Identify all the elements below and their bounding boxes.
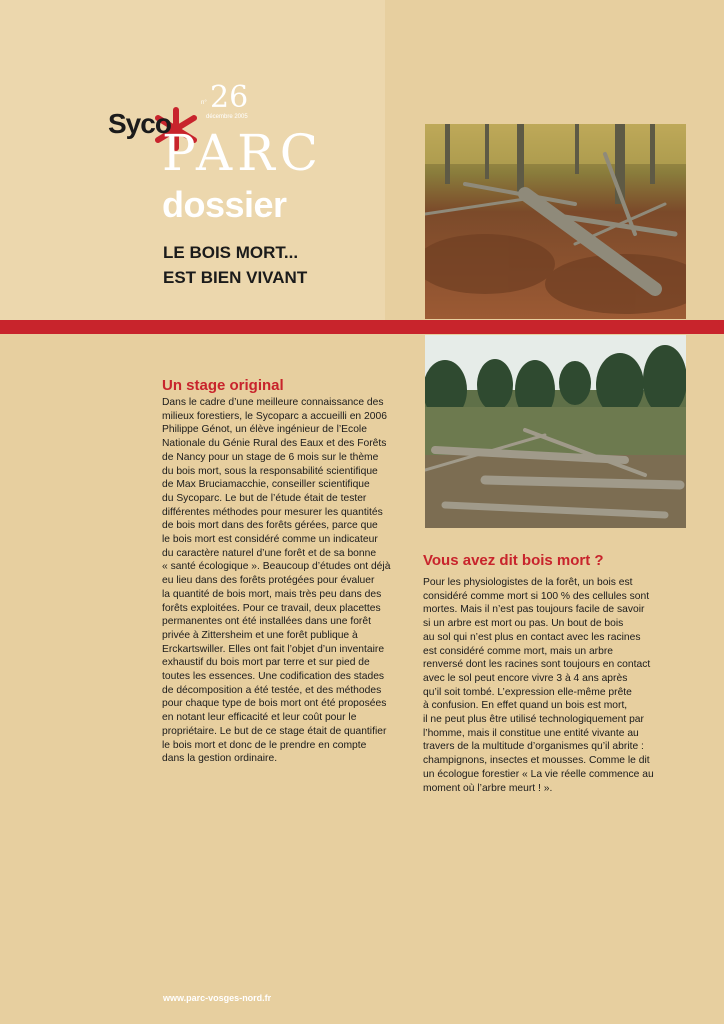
- body-line: Philippe Génot, un élève ingénieur de l’Ecole: [162, 424, 367, 436]
- section-label: dossier: [162, 184, 287, 225]
- body-line: Nationale du Génie Rural des Eaux et des Forêts: [162, 438, 387, 450]
- body-line: du caractère naturel d’une forêt et de sa bonne: [162, 547, 377, 559]
- body-line: renversé dont les racines sont toujours en contact: [423, 659, 651, 671]
- body-line: exhaustif du bois mort par terre et sur pied de: [162, 657, 370, 669]
- body-line: la quantité de bois mort, mais très peu dans des: [162, 588, 382, 600]
- body-line: du bois mort, sous la responsabilité scientifique: [162, 465, 378, 477]
- issue-prefix: n°: [201, 100, 207, 106]
- footer-website-link[interactable]: www.parc-vosges-nord.fr: [163, 993, 272, 1003]
- body-line: milieux forestiers, le Sycoparc a accueilli en 2006: [162, 410, 387, 422]
- red-divider-band: [0, 320, 724, 334]
- section2-heading: Vous avez dit bois mort ?: [423, 552, 604, 569]
- body-line: est considéré comme mort, mais un arbre: [423, 645, 613, 657]
- body-line: Erckartswiller. Elles ont fait l’objet d’un inventaire: [162, 643, 385, 655]
- body-line: du Sycoparc. Le but de l’étude était de tester: [162, 492, 367, 504]
- title-line-2: EST BIEN VIVANT: [163, 268, 308, 287]
- body-line: de bois mort dans des forêts gérées, parce que: [162, 520, 378, 532]
- body-line: le bois mort et donc de le prendre en compte: [162, 739, 367, 751]
- body-line: il ne peut plus être utilisé technologiquement par: [423, 714, 644, 726]
- body-line: propriétaire. Le but de ce stage était de quantifier: [162, 725, 387, 737]
- body-line: travers de la multitude d’organismes qu’il abrite :: [423, 741, 644, 753]
- body-line: le bois mort est considéré comme un indicateur: [162, 534, 378, 546]
- body-line: de décomposition a été testée, et des méthodes: [162, 684, 382, 696]
- section2-body: [423, 576, 654, 795]
- body-line: avec le sol peut encore vivre 3 à 4 ans après: [423, 672, 628, 684]
- body-line: eu lieu dans des forêts protégées pour évaluer: [162, 575, 375, 587]
- body-line: « santé écologique ». Beaucoup d’études ont déjà: [162, 561, 391, 573]
- issue-number: 26: [210, 80, 249, 115]
- body-line: de Nancy pour un stage de 6 mois sur le thème: [162, 451, 379, 463]
- body-line: moment où l’arbre meurt ! ».: [423, 782, 553, 794]
- body-line: forêts exploitées. Pour ce travail, deux placettes: [162, 602, 381, 614]
- body-line: dans la gestion ordinaire.: [162, 753, 278, 765]
- body-line: différentes méthodes pour mesurer les quantités: [162, 506, 383, 518]
- body-line: privée à Zittersheim et une forêt publique à: [162, 629, 358, 641]
- body-line: si un arbre est mort ou pas. Un bout de bois: [423, 618, 624, 630]
- section1-heading: Un stage original: [162, 377, 284, 394]
- page-title: [163, 240, 307, 290]
- body-line: Dans le cadre d’une meilleure connaissance des: [162, 397, 384, 408]
- title-line-1: LE BOIS MORT...: [163, 243, 299, 262]
- body-line: pour chaque type de bois mort ont été proposées: [162, 698, 387, 710]
- deadwood-clearing-photo: [425, 335, 686, 528]
- issue-date: décembre 2005: [206, 114, 248, 120]
- body-line: à confusion. En effet quand un bois est mort,: [423, 700, 628, 712]
- logo-syco-text: Syco: [108, 108, 171, 139]
- body-line: un écologue forestier « La vie réelle commence au: [423, 768, 654, 780]
- body-line: de Max Bruciamacchie, conseiller scientifique: [162, 479, 370, 491]
- logo-parc-text: PARC: [162, 124, 324, 182]
- body-line: toutes les essences. Une codification des stades: [162, 671, 385, 683]
- body-line: Pour les physiologistes de la forêt, un bois est: [423, 577, 633, 588]
- body-line: considéré comme mort si 100 % des cellules sont: [423, 590, 650, 602]
- body-line: mortes. Mais il n’est pas toujours facile de savoir: [423, 604, 645, 616]
- body-line: l’homme, mais il constitue une entité vivante au: [423, 727, 639, 739]
- fallen-trees-forest-photo: [425, 124, 686, 319]
- body-line: qu’il soit tombé. L’expression elle-même prête: [423, 686, 632, 698]
- body-line: permanentes ont été installées dans une forêt: [162, 616, 371, 628]
- section1-body: [162, 396, 390, 766]
- body-line: en notant leur efficacité et leur coût pour le: [162, 712, 357, 724]
- body-line: champignons, insectes et mousses. Comme le dit: [423, 755, 650, 767]
- body-line: au sol qui n’est plus en contact avec les racines: [423, 631, 641, 643]
- sycoparc-logo: [104, 80, 344, 190]
